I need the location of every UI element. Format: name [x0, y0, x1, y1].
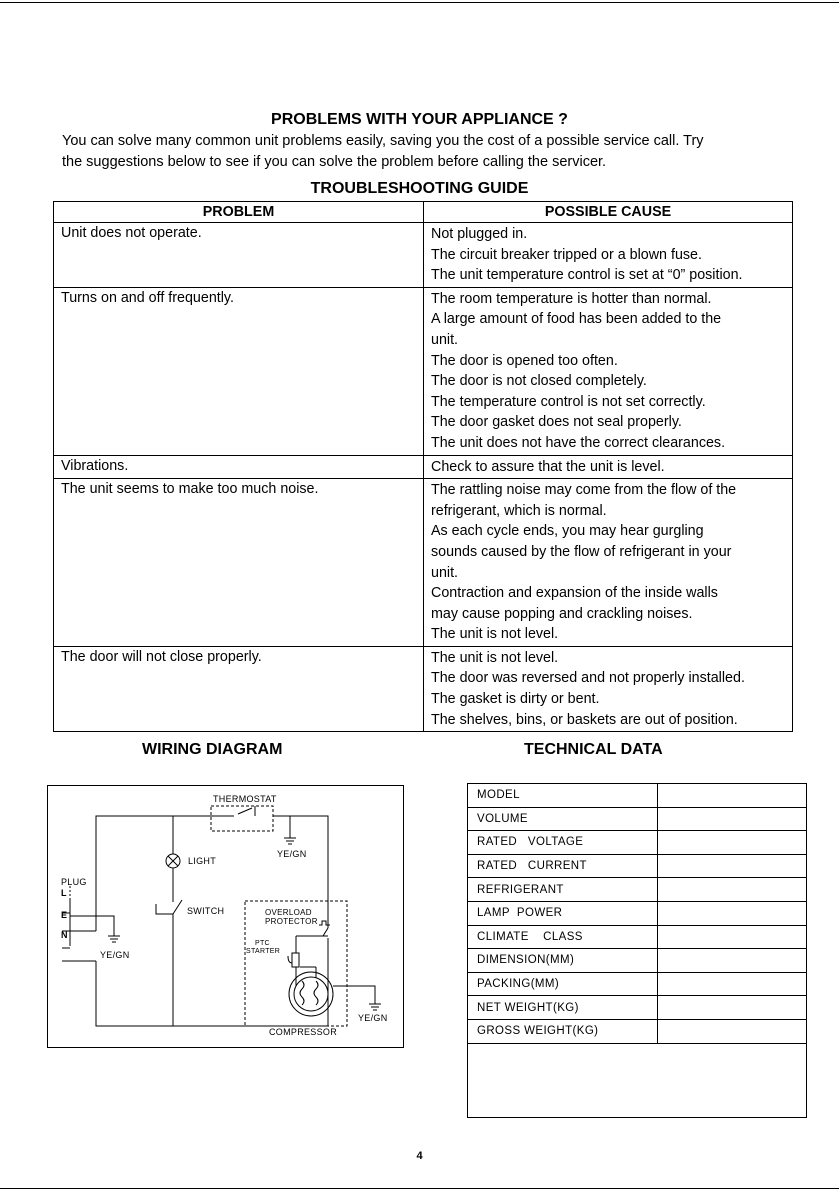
tech-value — [658, 949, 808, 973]
table-row — [54, 223, 793, 288]
tech-value — [658, 996, 808, 1020]
label-compressor: COMPRESSOR — [269, 1027, 338, 1037]
table-row — [54, 287, 793, 455]
motor-coil-2 — [314, 981, 318, 1005]
tech-label: RATED CURRENT — [468, 854, 658, 878]
cause-line: A large amount of food has been added to the — [431, 311, 722, 328]
compressor-motor-icon — [289, 972, 333, 1016]
tech-row — [468, 854, 807, 878]
label-e: E — [61, 910, 68, 920]
problem-cell: The door will not close properly. — [54, 646, 424, 731]
cause-line: may cause popping and crackling noises. — [431, 605, 693, 622]
wiring-diagram — [47, 785, 404, 1048]
label-ptc: PTC — [255, 940, 270, 947]
tech-value — [658, 972, 808, 996]
tech-row — [468, 784, 807, 807]
cause-line: Contraction and expansion of the inside walls — [431, 585, 718, 602]
tech-label: PACKING(MM) — [468, 972, 658, 996]
label-yegn-1: YE/GN — [277, 849, 307, 859]
tech-label: MODEL — [468, 784, 658, 807]
cause-line: The unit is not level. — [431, 649, 559, 666]
label-switch: SWITCH — [187, 906, 225, 916]
ptc-starter-icon — [292, 953, 299, 967]
tech-label: CLIMATE CLASS — [468, 925, 658, 949]
ground-wire-3 — [333, 986, 375, 1004]
tech-label: VOLUME — [468, 807, 658, 831]
cause-line: The door is not closed completely. — [431, 373, 647, 390]
technical-data-table — [468, 784, 807, 1044]
cause-cell — [424, 223, 793, 288]
cause-line: Check to assure that the unit is level. — [431, 458, 665, 475]
cause-line: The circuit breaker tripped or a blown fuse. — [431, 246, 702, 263]
cause-cell — [424, 455, 793, 479]
tech-label: LAMP POWER — [468, 901, 658, 925]
cause-line: sounds caused by the flow of refrigerant in your — [431, 543, 732, 560]
tech-value — [658, 1019, 808, 1043]
technical-data-box — [467, 783, 807, 1118]
cause-line: The door gasket does not seal properly. — [431, 414, 682, 431]
wire-n-return — [96, 961, 328, 1026]
tech-row — [468, 925, 807, 949]
table-header-row — [54, 202, 793, 223]
label-plug: PLUG — [61, 877, 87, 887]
tech-row — [468, 1019, 807, 1043]
page-title: PROBLEMS WITH YOUR APPLIANCE ? — [271, 111, 568, 128]
cause-line: The unit temperature control is set at “0” position. — [431, 267, 743, 284]
table-row — [54, 455, 793, 479]
intro-text — [62, 131, 802, 173]
cause-cell — [424, 479, 793, 647]
problem-cell: Vibrations. — [54, 455, 424, 479]
technical-title: TECHNICAL DATA — [524, 741, 663, 758]
tech-value — [658, 925, 808, 949]
label-l: L — [61, 888, 67, 898]
tech-row — [468, 972, 807, 996]
top-rule — [0, 2, 839, 3]
table-row — [54, 479, 793, 647]
label-n: N — [61, 930, 68, 940]
intro-line-2: the suggestions below to see if you can solve the problem before calling the servicer. — [62, 154, 607, 170]
tech-row — [468, 807, 807, 831]
tech-label: DIMENSION(MM) — [468, 949, 658, 973]
cause-line: The door is opened too often. — [431, 352, 618, 369]
tech-value — [658, 807, 808, 831]
tech-row — [468, 901, 807, 925]
tech-label: RATED VOLTAGE — [468, 831, 658, 855]
ground-wire-2 — [70, 916, 114, 936]
wiring-schematic — [48, 786, 403, 1047]
tech-value — [658, 784, 808, 807]
troubleshooting-table — [53, 201, 793, 732]
cause-cell — [424, 287, 793, 455]
label-yegn-3: YE/GN — [358, 1013, 388, 1023]
troubleshooting-title: TROUBLESHOOTING GUIDE — [310, 180, 529, 197]
tech-row — [468, 996, 807, 1020]
cause-line: The door was reversed and not properly installed. — [431, 670, 745, 687]
cause-line: unit. — [431, 331, 459, 348]
cause-cell — [424, 646, 793, 731]
cause-line: The shelves, bins, or baskets are out of position. — [431, 711, 738, 728]
thermostat-contact — [238, 808, 252, 814]
label-thermostat: THERMOSTAT — [213, 794, 277, 804]
tech-value — [658, 854, 808, 878]
motor-coil-1 — [300, 981, 304, 1005]
tech-label: REFRIGERANT — [468, 878, 658, 902]
bottom-rule — [0, 1188, 839, 1189]
problem-column-header: PROBLEM — [54, 202, 424, 223]
page-number: 4 — [416, 1150, 423, 1162]
problem-cell: The unit seems to make too much noise. — [54, 479, 424, 647]
switch-arm — [156, 904, 173, 914]
label-yegn-2: YE/GN — [100, 950, 130, 960]
cause-line: Not plugged in. — [431, 226, 528, 242]
tech-row — [468, 878, 807, 902]
thermostat-box — [211, 806, 273, 831]
tech-row — [468, 949, 807, 973]
label-light: LIGHT — [188, 856, 217, 866]
problem-cell: Turns on and off frequently. — [54, 287, 424, 455]
tech-row — [468, 831, 807, 855]
cause-line: The room temperature is hotter than normal. — [431, 290, 712, 307]
tech-label: NET WEIGHT(KG) — [468, 996, 658, 1020]
tech-value — [658, 831, 808, 855]
label-protector: PROTECTOR — [265, 917, 318, 926]
intro-line-1: You can solve many common unit problems easily, saving you the cost of a possible service call. Try — [62, 133, 704, 149]
cause-line: The rattling noise may come from the flow of the — [431, 482, 737, 499]
label-starter: STARTER — [246, 948, 281, 955]
table-row — [54, 646, 793, 731]
cause-line: unit. — [431, 564, 459, 581]
tech-label: GROSS WEIGHT(KG) — [468, 1019, 658, 1043]
cause-line: The temperature control is not set correctly. — [431, 393, 706, 410]
label-overload: OVERLOAD — [265, 908, 312, 917]
wiring-title: WIRING DIAGRAM — [142, 741, 283, 758]
cause-line: The unit is not level. — [431, 626, 559, 643]
tech-value — [658, 901, 808, 925]
cause-line: refrigerant, which is normal. — [431, 502, 607, 519]
cause-column-header: POSSIBLE CAUSE — [424, 202, 793, 223]
cause-line: The unit does not have the correct clearances. — [431, 434, 726, 451]
problem-cell: Unit does not operate. — [54, 223, 424, 288]
cause-line: The gasket is dirty or bent. — [431, 691, 600, 708]
tech-value — [658, 878, 808, 902]
cause-line: As each cycle ends, you may hear gurgling — [431, 523, 704, 540]
